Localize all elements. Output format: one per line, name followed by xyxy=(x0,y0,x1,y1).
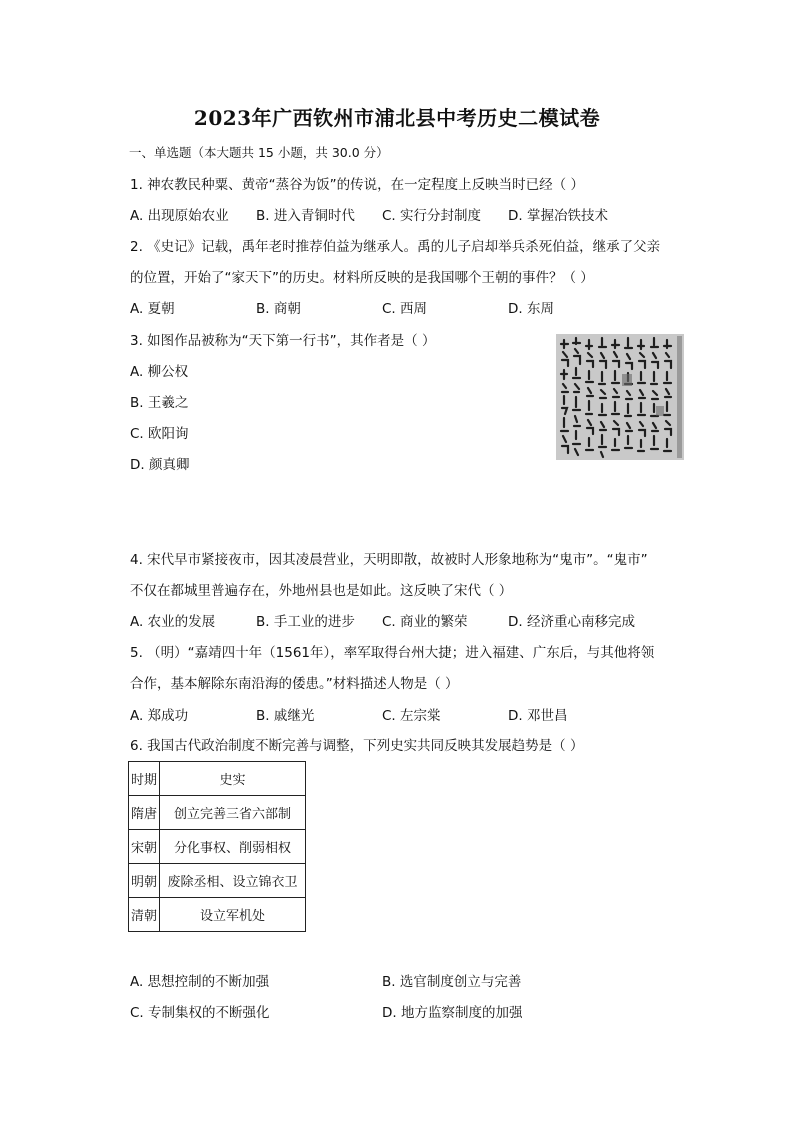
q3-option-b: B. 王羲之 xyxy=(130,395,189,411)
table-header-row xyxy=(129,762,306,796)
q6-option-d: D. 地方监察制度的加强 xyxy=(382,1005,523,1021)
history-table xyxy=(128,761,306,932)
table-header-cell: 时期 xyxy=(129,762,160,796)
q1-option-d: D. 掌握冶铁技术 xyxy=(508,208,608,224)
table-cell-fact: 设立军机处 xyxy=(160,898,306,932)
table-cell-fact: 分化事权、削弱相权 xyxy=(160,830,306,864)
q5-option-a: A. 郑成功 xyxy=(130,708,189,724)
table-row xyxy=(129,864,306,898)
q6-option-a: A. 思想控制的不断加强 xyxy=(130,974,270,990)
q3-option-a: A. 柳公权 xyxy=(130,364,189,380)
q3-option-d: D. 颜真卿 xyxy=(130,457,190,473)
q4-stem-line1: 4. 宋代早市紧接夜市，因其凌晨营业，天明即散，故被时人形象地称为“鬼市”。“鬼市” xyxy=(130,552,648,568)
table-header-cell: 史实 xyxy=(160,762,306,796)
q4-option-a: A. 农业的发展 xyxy=(130,614,216,630)
q3-option-c: C. 欧阳询 xyxy=(130,426,189,442)
q1-option-c: C. 实行分封制度 xyxy=(382,208,482,224)
q6-option-c: C. 专制集权的不断强化 xyxy=(130,1005,270,1021)
q1-stem: 1. 神农教民种粟、黄帝“蒸谷为饭”的传说，在一定程度上反映当时已经（ ） xyxy=(130,177,584,193)
q4-option-d: D. 经济重心南移完成 xyxy=(508,614,635,630)
exam-title: 2023年广西钦州市浦北县中考历史二模试卷 xyxy=(193,106,601,130)
q3-stem: 3. 如图作品被称为“天下第一行书”，其作者是（ ） xyxy=(130,333,436,349)
q1-option-a: A. 出现原始农业 xyxy=(130,208,229,224)
table-cell-period: 清朝 xyxy=(129,898,160,932)
q4-stem-line2: 不仅在都城里普遍存在，外地州县也是如此。这反映了宋代（ ） xyxy=(130,583,513,599)
q4-option-b: B. 手工业的进步 xyxy=(256,614,355,630)
section-heading: 一、单选题（本大题共 15 小题，共 30.0 分） xyxy=(129,145,389,160)
q6-option-b: B. 选官制度创立与完善 xyxy=(382,974,522,990)
table-row xyxy=(129,796,306,830)
q2-option-d: D. 东周 xyxy=(508,301,554,317)
q2-stem-line2: 的位置，开始了“家天下”的历史。材料所反映的是我国哪个王朝的事件？（ ） xyxy=(130,270,594,286)
calligraphy-image xyxy=(556,334,684,460)
table-cell-fact: 创立完善三省六部制 xyxy=(160,796,306,830)
table-cell-fact: 废除丞相、设立锦衣卫 xyxy=(160,864,306,898)
table-row xyxy=(129,898,306,932)
q5-option-c: C. 左宗棠 xyxy=(382,708,441,724)
q6-stem: 6. 我国古代政治制度不断完善与调整，下列史实共同反映其发展趋势是（ ） xyxy=(130,738,584,754)
q5-option-b: B. 戚继光 xyxy=(256,708,315,724)
q5-stem-line1: 5. （明）“嘉靖四十年（1561年），率军取得台州大捷；进入福建、广东后，与其他将领 xyxy=(130,645,655,661)
q5-option-d: D. 邓世昌 xyxy=(508,708,568,724)
q4-option-c: C. 商业的繁荣 xyxy=(382,614,468,630)
table-cell-period: 宋朝 xyxy=(129,830,160,864)
q5-stem-line2: 合作，基本解除东南沿海的倭患。”材料描述人物是（ ） xyxy=(130,676,459,692)
q2-option-b: B. 商朝 xyxy=(256,301,301,317)
table-cell-period: 隋唐 xyxy=(129,796,160,830)
q2-option-a: A. 夏朝 xyxy=(130,301,175,317)
table-cell-period: 明朝 xyxy=(129,864,160,898)
table-row xyxy=(129,830,306,864)
q2-stem-line1: 2. 《史记》记载，禹年老时推荐伯益为继承人。禹的儿子启却举兵杀死伯益，继承了父亲 xyxy=(130,239,661,255)
q2-option-c: C. 西周 xyxy=(382,301,428,317)
q1-option-b: B. 进入青铜时代 xyxy=(256,208,355,224)
